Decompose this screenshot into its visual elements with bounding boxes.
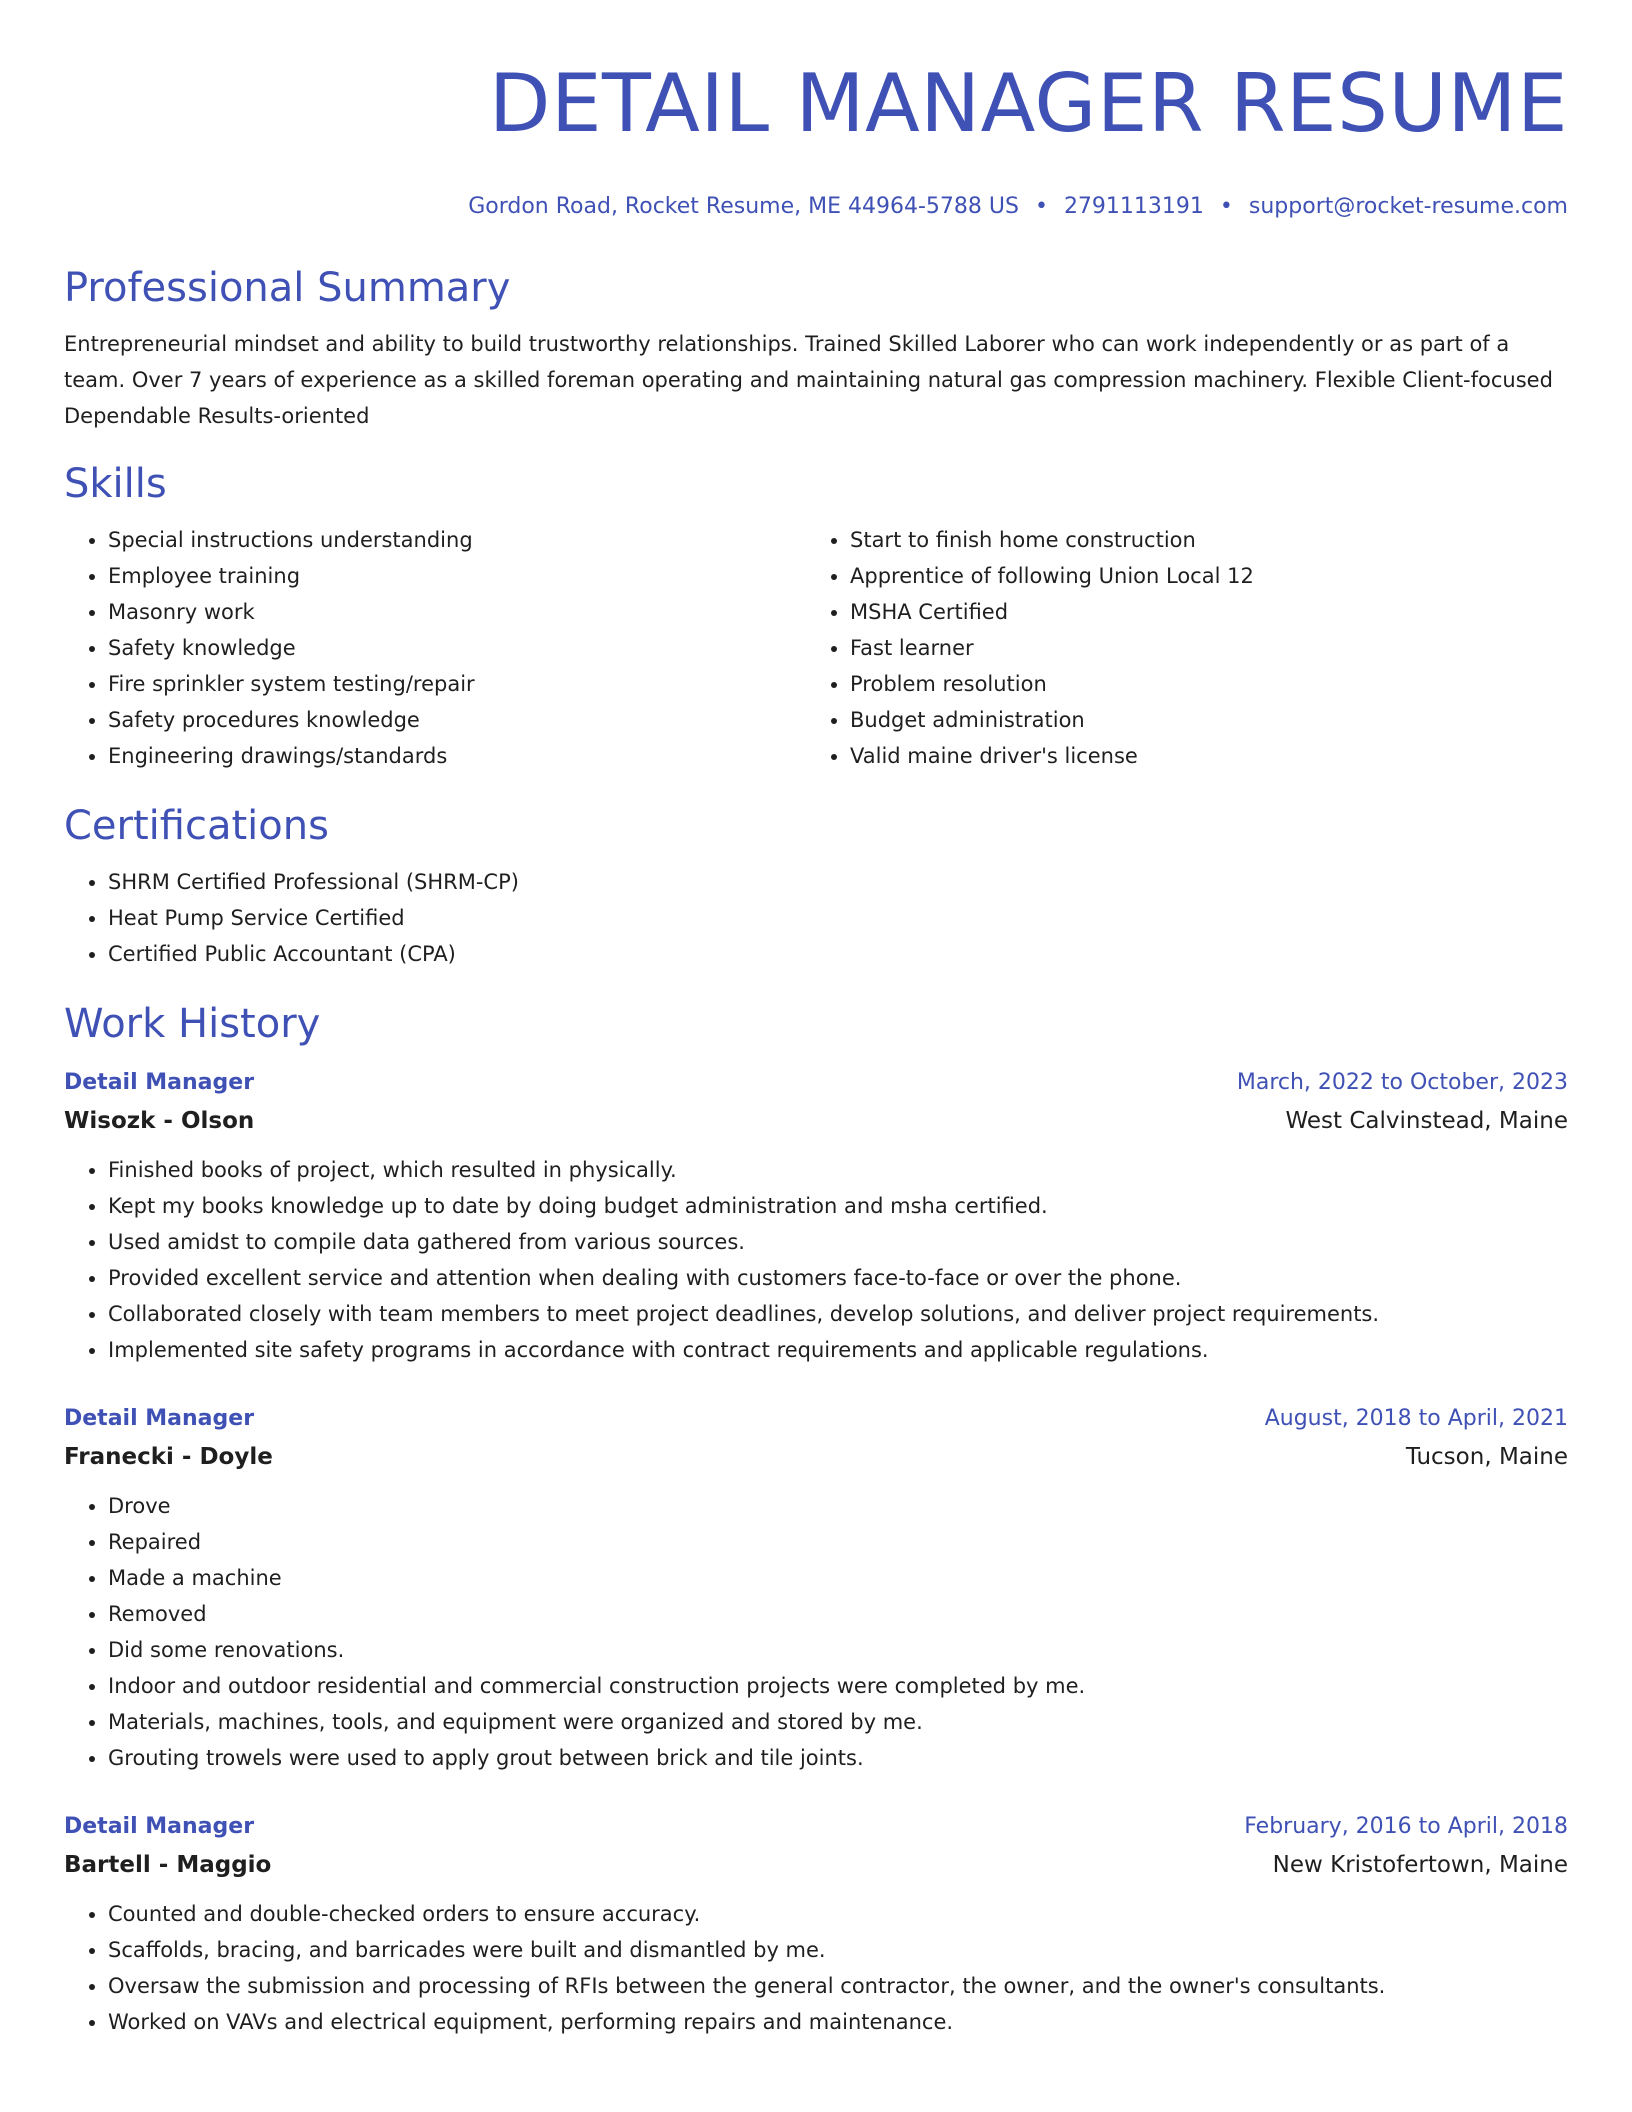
skill-item: • MSHA Certified [850, 594, 1548, 630]
job-header-row [64, 1064, 1568, 1102]
skill-item: • Start to finish home construction [850, 522, 1548, 558]
job-location: West Calvinstead, Maine [1285, 1108, 1568, 1134]
skill-item: • Fast learner [850, 630, 1548, 666]
skills-section [64, 458, 1568, 774]
job-bullet: • Oversaw the submission and processing of RFIs between the general contractor, the owner, and the owner's consultants. [108, 1968, 1568, 2004]
job-role: Detail Manager [64, 1814, 255, 1839]
job-bullet: • Collaborated closely with team members to meet project deadlines, develop solutions, and deliver project requirements. [108, 1296, 1568, 1332]
job-bullet: • Counted and double-checked orders to ensure accuracy. [108, 1896, 1568, 1932]
job-bullet: • Materials, machines, tools, and equipment were organized and stored by me. [108, 1704, 1568, 1740]
job-bullet-list [64, 1488, 1568, 1776]
skill-item: • Engineering drawings/standards [108, 738, 806, 774]
skill-item: • Budget administration [850, 702, 1548, 738]
job-bullet: • Made a machine [108, 1560, 1568, 1596]
skill-item: • Safety procedures knowledge [108, 702, 806, 738]
job-bullet: • Grouting trowels were used to apply grout between brick and tile joints. [108, 1740, 1568, 1776]
job-location: Tucson, Maine [1405, 1444, 1568, 1470]
job-bullet: • Kept my books knowledge up to date by doing budget administration and msha certified. [108, 1188, 1568, 1224]
job-bullet-list [64, 1152, 1568, 1368]
job-bullet: • Indoor and outdoor residential and commercial construction projects were completed by me. [108, 1668, 1568, 1704]
job-bullet: • Removed [108, 1596, 1568, 1632]
job-bullet: • Finished books of project, which resulted in physically. [108, 1152, 1568, 1188]
job-bullet: • Did some renovations. [108, 1632, 1568, 1668]
job-bullet: • Repaired [108, 1524, 1568, 1560]
job-bullet: • Used amidst to compile data gathered from various sources. [108, 1224, 1568, 1260]
certifications-section [64, 800, 1568, 972]
certifications-list [64, 864, 1568, 972]
section-heading-work-history: Work History [64, 1001, 321, 1047]
job-header-row [64, 1400, 1568, 1438]
job-company: Bartell - Maggio [64, 1852, 272, 1878]
certification-item: • Heat Pump Service Certified [108, 900, 1568, 936]
skill-item: • Apprentice of following Union Local 12 [850, 558, 1548, 594]
summary-text: Entrepreneurial mindset and ability to build trustworthy relationships. Trained Skilled Laborer who can work independently or as part of a team. Over 7 years of experience as a skilled foreman operating and maintaining natural gas compression machinery. Flexible Client-focused Dependable Results-oriented [64, 332, 1553, 428]
job-location: New Kristofertown, Maine [1272, 1852, 1568, 1878]
contact-email: support@rocket-resume.com [1248, 194, 1568, 219]
skill-item: • Special instructions understanding [108, 522, 806, 558]
job-entry [64, 1064, 1568, 1368]
job-bullet: • Provided excellent service and attention when dealing with customers face-to-face or over the phone. [108, 1260, 1568, 1296]
skills-grid [64, 522, 1568, 774]
skills-list-left [64, 522, 806, 774]
certification-item: • Certified Public Accountant (CPA) [108, 936, 1568, 972]
contact-separator: • [1034, 194, 1048, 219]
skills-column-left [64, 522, 806, 774]
contact-separator: • [1219, 194, 1233, 219]
job-bullet: • Scaffolds, bracing, and barricades were built and dismantled by me. [108, 1932, 1568, 1968]
skills-list-right [806, 522, 1548, 774]
resume-header [64, 0, 1568, 222]
section-heading-summary: Professional Summary [64, 265, 511, 311]
contact-address: Gordon Road, Rocket Resume, ME 44964-5788 US [468, 194, 1019, 219]
job-bullet: • Drove [108, 1488, 1568, 1524]
skill-item: • Fire sprinkler system testing/repair [108, 666, 806, 702]
job-header-row [64, 1808, 1568, 1846]
skill-item: • Valid maine driver's license [850, 738, 1548, 774]
job-entry [64, 1808, 1568, 2040]
job-subheader-row [64, 1102, 1568, 1140]
skill-item: • Problem resolution [850, 666, 1548, 702]
job-bullet-list [64, 1896, 1568, 2040]
certification-item: • SHRM Certified Professional (SHRM-CP) [108, 864, 1568, 900]
job-role: Detail Manager [64, 1070, 255, 1095]
resume-page [64, 0, 1568, 2040]
job-dates: March, 2022 to October, 2023 [1236, 1070, 1568, 1095]
section-heading-certifications: Certifications [64, 803, 329, 849]
skill-item: • Safety knowledge [108, 630, 806, 666]
job-company: Wisozk - Olson [64, 1108, 255, 1134]
job-role: Detail Manager [64, 1406, 255, 1431]
job-company: Franecki - Doyle [64, 1444, 273, 1470]
job-dates: February, 2016 to April, 2018 [1244, 1814, 1568, 1839]
professional-summary-section [64, 262, 1568, 434]
skills-column-right [806, 522, 1548, 774]
job-subheader-row [64, 1846, 1568, 1884]
job-entry [64, 1400, 1568, 1776]
job-dates: August, 2018 to April, 2021 [1264, 1406, 1568, 1431]
job-bullet: • Worked on VAVs and electrical equipment, performing repairs and maintenance. [108, 2004, 1568, 2040]
skill-item: • Masonry work [108, 594, 806, 630]
job-bullet: • Implemented site safety programs in accordance with contract requirements and applicable regulations. [108, 1332, 1568, 1368]
contact-phone: 2791113191 [1063, 194, 1204, 219]
contact-line [64, 192, 1568, 222]
resume-title: DETAIL MANAGER RESUME [488, 57, 1568, 150]
section-heading-skills: Skills [64, 461, 167, 507]
job-subheader-row [64, 1438, 1568, 1476]
work-history-section [64, 998, 1568, 2040]
skill-item: • Employee training [108, 558, 806, 594]
